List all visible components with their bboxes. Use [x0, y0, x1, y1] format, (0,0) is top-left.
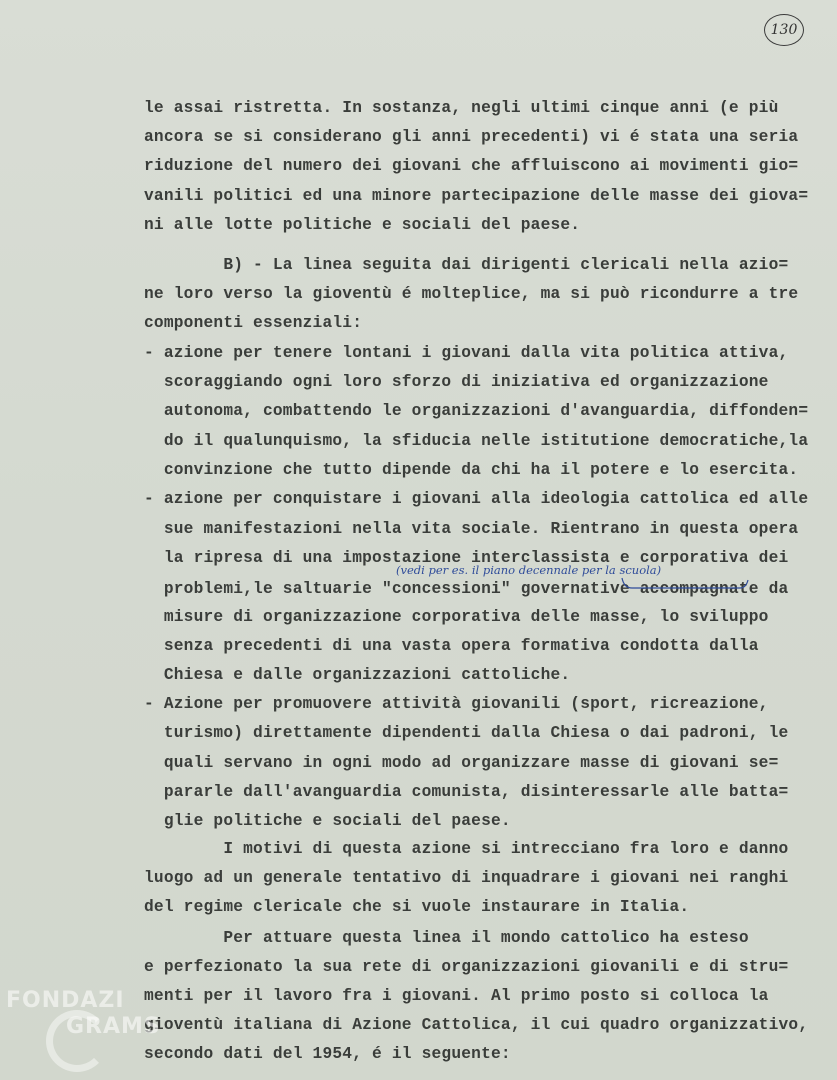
text-line: scoraggiando ogni loro sforzo di iniziativa ed organizzazione [144, 373, 769, 391]
text-line: menti per il lavoro fra i giovani. Al primo posto si colloca la [144, 987, 769, 1005]
text-line: quali servano in ogni modo ad organizzare masse di giovani se= [144, 754, 779, 772]
text-line: B) - La linea seguita dai dirigenti clericali nella azio= [144, 256, 789, 274]
text-line: la ripresa di una impostazione interclassista e corporativa dei [144, 549, 789, 567]
text-line: riduzione del numero dei giovani che affluiscono ai movimenti gio= [144, 157, 799, 175]
text-line: pararle dall'avanguardia comunista, disinteressarle alle batta= [144, 783, 789, 801]
text-line: componenti essenziali: [144, 314, 363, 332]
text-line: vanili politici ed una minore partecipazione delle masse dei giova= [144, 187, 809, 205]
text-line: Per attuare questa linea il mondo cattolico ha esteso [144, 929, 749, 947]
annotation-bracket-icon [620, 576, 750, 592]
text-line: - Azione per promuovere attività giovanili (sport, ricreazione, [144, 695, 769, 713]
text-line: do il qualunquismo, la sfiducia nelle istitutione democratiche,la [144, 432, 809, 450]
text-line: convinzione che tutto dipende da chi ha il potere e lo esercita. [144, 461, 799, 479]
text-line: del regime clericale che si vuole instaurare in Italia. [144, 898, 690, 916]
text-line: le assai ristretta. In sostanza, negli ultimi cinque anni (e più [144, 99, 779, 117]
text-line: ni alle lotte politiche e sociali del paese. [144, 216, 581, 234]
text-line: ne loro verso la gioventù é molteplice, ma si può ricondurre a tre [144, 285, 799, 303]
text-line: problemi,le saltuarie "concessioni" governative accompagnate da [144, 580, 789, 598]
text-line: ancora se si considerano gli anni precedenti) vi é stata una seria [144, 128, 799, 146]
handwritten-annotation: (vedi per es. il piano decennale per la scuola) [396, 563, 662, 577]
text-line: glie politiche e sociali del paese. [144, 812, 511, 830]
text-line: Chiesa e dalle organizzazioni cattoliche. [144, 666, 571, 684]
text-line: - azione per conquistare i giovani alla ideologia cattolica ed alle [144, 490, 809, 508]
text-line: luogo ad un generale tentativo di inquadrare i giovani nei ranghi [144, 869, 789, 887]
text-line: senza precedenti di una vasta opera formativa condotta dalla [144, 637, 759, 655]
text-line: turismo) direttamente dipendenti dalla Chiesa o dai padroni, le [144, 724, 789, 742]
text-line: - azione per tenere lontani i giovani dalla vita politica attiva, [144, 344, 789, 362]
text-line: gioventù italiana di Azione Cattolica, il cui quadro organizzativo, [144, 1016, 809, 1034]
text-line: sue manifestazioni nella vita sociale. Rientrano in questa opera [144, 520, 799, 538]
page-number: 130 [764, 14, 804, 46]
text-line: e perfezionato la sua rete di organizzazioni giovanili e di stru= [144, 958, 789, 976]
text-line: secondo dati del 1954, é il seguente: [144, 1045, 511, 1063]
text-line: misure di organizzazione corporativa delle masse, lo sviluppo [144, 608, 769, 626]
watermark-logo: FONDAZI GRAMS [6, 988, 161, 1040]
text-line: autonoma, combattendo le organizzazioni d'avanguardia, diffonden= [144, 402, 809, 420]
text-line: I motivi di questa azione si intrecciano fra loro e danno [144, 840, 789, 858]
